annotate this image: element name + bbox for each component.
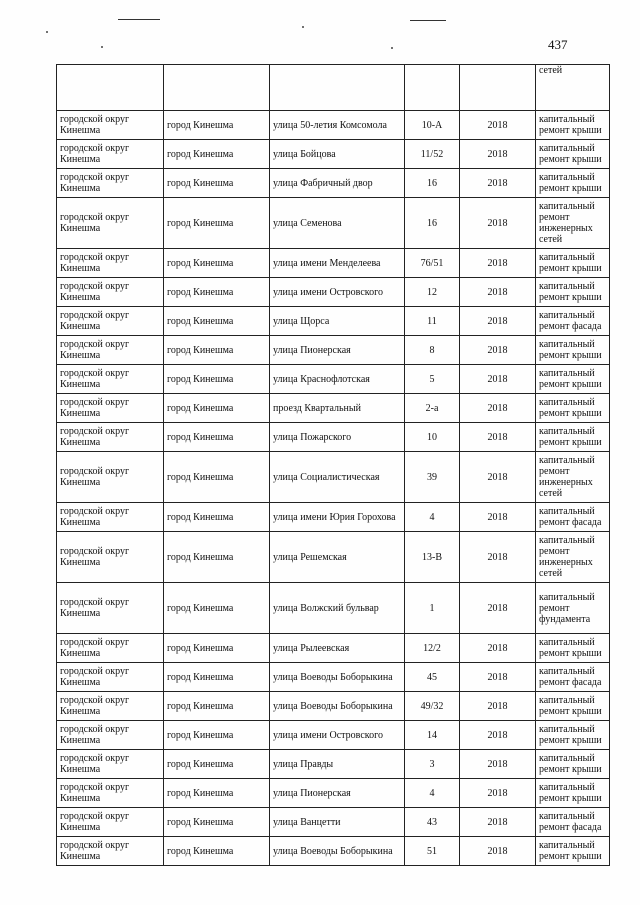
year-cell: 2018 — [460, 307, 536, 336]
continued-row — [57, 65, 610, 111]
work-cell: капитальный ремонт крыши — [536, 278, 610, 307]
street-cell: улица имени Островского — [270, 278, 405, 307]
municipality-cell: городской округ Кинешма — [57, 663, 164, 692]
municipality-cell: городской округ Кинешма — [57, 307, 164, 336]
street-cell: улица Воеводы Боборыкина — [270, 837, 405, 866]
year-cell: 2018 — [460, 452, 536, 503]
house-number-cell: 12/2 — [405, 634, 460, 663]
house-number-cell: 16 — [405, 198, 460, 249]
year-cell: 2018 — [460, 278, 536, 307]
street-cell: улица Правды — [270, 750, 405, 779]
scan-line — [410, 20, 446, 21]
city-cell: город Кинешма — [164, 452, 270, 503]
table-row — [57, 394, 610, 423]
house-number-cell: 11/52 — [405, 140, 460, 169]
table-row — [57, 452, 610, 503]
house-number-cell: 51 — [405, 837, 460, 866]
table-row — [57, 423, 610, 452]
municipality-cell: городской округ Кинешма — [57, 169, 164, 198]
city-cell: город Кинешма — [164, 583, 270, 634]
municipality-cell: городской округ Кинешма — [57, 750, 164, 779]
table-row — [57, 169, 610, 198]
house-number-cell: 39 — [405, 452, 460, 503]
municipality-cell: городской округ Кинешма — [57, 336, 164, 365]
house-number-cell: 43 — [405, 808, 460, 837]
year-cell: 2018 — [460, 532, 536, 583]
table-row — [57, 111, 610, 140]
year-cell: 2018 — [460, 583, 536, 634]
house-number-cell: 16 — [405, 169, 460, 198]
street-cell: улица Волжский бульвар — [270, 583, 405, 634]
house-number-cell: 8 — [405, 336, 460, 365]
city-cell: город Кинешма — [164, 336, 270, 365]
municipality-cell: городской округ Кинешма — [57, 634, 164, 663]
municipality-cell: городской округ Кинешма — [57, 278, 164, 307]
house-number-cell: 11 — [405, 307, 460, 336]
work-cell: капитальный ремонт крыши — [536, 140, 610, 169]
street-cell: улица Рылеевская — [270, 634, 405, 663]
work-cell: капитальный ремонт фундамента — [536, 583, 610, 634]
year-cell: 2018 — [460, 111, 536, 140]
year-cell: 2018 — [460, 692, 536, 721]
municipality-cell: городской округ Кинешма — [57, 779, 164, 808]
table-row — [57, 663, 610, 692]
registry-table — [56, 64, 610, 866]
page-number: 437 — [548, 37, 568, 52]
scan-line — [118, 19, 160, 20]
city-cell: город Кинешма — [164, 249, 270, 278]
work-cell: капитальный ремонт фасада — [536, 663, 610, 692]
house-number-cell: 4 — [405, 779, 460, 808]
city-cell: город Кинешма — [164, 169, 270, 198]
street-cell: улица имени Островского — [270, 721, 405, 750]
city-cell: город Кинешма — [164, 663, 270, 692]
table-row — [57, 750, 610, 779]
table-row — [57, 692, 610, 721]
table-row — [57, 503, 610, 532]
house-number-cell: 1 — [405, 583, 460, 634]
street-cell: улица Решемская — [270, 532, 405, 583]
year-cell: 2018 — [460, 198, 536, 249]
municipality-cell: городской округ Кинешма — [57, 198, 164, 249]
year-cell: 2018 — [460, 249, 536, 278]
municipality-cell: городской округ Кинешма — [57, 532, 164, 583]
work-cell: капитальный ремонт крыши — [536, 721, 610, 750]
work-cell: капитальный ремонт инженерных сетей — [536, 198, 610, 249]
year-cell: 2018 — [460, 634, 536, 663]
house-number-cell: 45 — [405, 663, 460, 692]
street-cell: улица Ванцетти — [270, 808, 405, 837]
house-number-cell: 3 — [405, 750, 460, 779]
house-number-cell: 14 — [405, 721, 460, 750]
street-cell: улица Щорса — [270, 307, 405, 336]
street-cell: улица Социалистическая — [270, 452, 405, 503]
work-cell: капитальный ремонт фасада — [536, 307, 610, 336]
street-cell: улица имени Менделеева — [270, 249, 405, 278]
city-cell: город Кинешма — [164, 503, 270, 532]
municipality-cell: городской округ Кинешма — [57, 452, 164, 503]
city-cell: город Кинешма — [164, 750, 270, 779]
work-cell: капитальный ремонт крыши — [536, 634, 610, 663]
year-cell: 2018 — [460, 663, 536, 692]
city-cell: город Кинешма — [164, 111, 270, 140]
street-cell: улица Краснофлотская — [270, 365, 405, 394]
municipality-cell: городской округ Кинешма — [57, 365, 164, 394]
municipality-cell: городской округ Кинешма — [57, 394, 164, 423]
work-cell: сетей — [536, 65, 610, 111]
work-cell: капитальный ремонт крыши — [536, 169, 610, 198]
work-cell: капитальный ремонт инженерных сетей — [536, 532, 610, 583]
street-cell: улица Воеводы Боборыкина — [270, 663, 405, 692]
year-cell: 2018 — [460, 808, 536, 837]
table-row — [57, 365, 610, 394]
house-number-cell: 4 — [405, 503, 460, 532]
municipality-cell: городской округ Кинешма — [57, 808, 164, 837]
city-cell: город Кинешма — [164, 307, 270, 336]
work-cell: капитальный ремонт крыши — [536, 336, 610, 365]
year-cell: 2018 — [460, 721, 536, 750]
work-cell: капитальный ремонт фасада — [536, 808, 610, 837]
city-cell: город Кинешма — [164, 532, 270, 583]
house-number-cell: 10-А — [405, 111, 460, 140]
table-row — [57, 634, 610, 663]
table-row — [57, 278, 610, 307]
table-row — [57, 336, 610, 365]
year-cell: 2018 — [460, 750, 536, 779]
registry-table-body — [57, 65, 610, 866]
house-number-cell: 5 — [405, 365, 460, 394]
work-cell: капитальный ремонт фасада — [536, 503, 610, 532]
table-row — [57, 532, 610, 583]
municipality-cell: городской округ Кинешма — [57, 837, 164, 866]
scan-speck — [391, 47, 393, 49]
year-cell: 2018 — [460, 169, 536, 198]
table-row — [57, 808, 610, 837]
city-cell: город Кинешма — [164, 394, 270, 423]
municipality-cell: городской округ Кинешма — [57, 503, 164, 532]
scan-speck — [101, 46, 103, 48]
city-cell: город Кинешма — [164, 837, 270, 866]
work-cell: капитальный ремонт крыши — [536, 750, 610, 779]
work-cell: капитальный ремонт крыши — [536, 692, 610, 721]
year-cell: 2018 — [460, 140, 536, 169]
table-row — [57, 249, 610, 278]
house-number-cell: 76/51 — [405, 249, 460, 278]
municipality-cell: городской округ Кинешма — [57, 583, 164, 634]
municipality-cell: городской округ Кинешма — [57, 423, 164, 452]
year-cell: 2018 — [460, 336, 536, 365]
street-cell: проезд Квартальный — [270, 394, 405, 423]
work-cell: капитальный ремонт крыши — [536, 423, 610, 452]
city-cell: город Кинешма — [164, 808, 270, 837]
street-cell: улица Фабричный двор — [270, 169, 405, 198]
table-row — [57, 583, 610, 634]
year-cell: 2018 — [460, 837, 536, 866]
work-cell: капитальный ремонт инженерных сетей — [536, 452, 610, 503]
table-row — [57, 307, 610, 336]
municipality-cell: городской округ Кинешма — [57, 111, 164, 140]
municipality-cell: городской округ Кинешма — [57, 721, 164, 750]
year-cell: 2018 — [460, 503, 536, 532]
city-cell: город Кинешма — [164, 423, 270, 452]
year-cell: 2018 — [460, 423, 536, 452]
city-cell: город Кинешма — [164, 721, 270, 750]
municipality-cell: городской округ Кинешма — [57, 692, 164, 721]
work-cell: капитальный ремонт крыши — [536, 365, 610, 394]
table-row — [57, 779, 610, 808]
city-cell: город Кинешма — [164, 198, 270, 249]
table-row — [57, 198, 610, 249]
work-cell: капитальный ремонт крыши — [536, 837, 610, 866]
street-cell: улица Бойцова — [270, 140, 405, 169]
table-row — [57, 721, 610, 750]
work-cell: капитальный ремонт крыши — [536, 779, 610, 808]
city-cell: город Кинешма — [164, 365, 270, 394]
work-cell: капитальный ремонт крыши — [536, 249, 610, 278]
year-cell: 2018 — [460, 365, 536, 394]
year-cell: 2018 — [460, 779, 536, 808]
house-number-cell: 13-В — [405, 532, 460, 583]
house-number-cell: 10 — [405, 423, 460, 452]
municipality-cell: городской округ Кинешма — [57, 249, 164, 278]
scan-speck — [46, 31, 48, 33]
street-cell: улица Воеводы Боборыкина — [270, 692, 405, 721]
street-cell: улица Пионерская — [270, 336, 405, 365]
street-cell: улица Пионерская — [270, 779, 405, 808]
city-cell: город Кинешма — [164, 779, 270, 808]
scan-speck — [302, 26, 304, 28]
house-number-cell: 49/32 — [405, 692, 460, 721]
street-cell: улица имени Юрия Горохова — [270, 503, 405, 532]
house-number-cell: 2-а — [405, 394, 460, 423]
work-cell: капитальный ремонт крыши — [536, 394, 610, 423]
year-cell: 2018 — [460, 394, 536, 423]
city-cell: город Кинешма — [164, 278, 270, 307]
city-cell: город Кинешма — [164, 634, 270, 663]
table-row — [57, 837, 610, 866]
street-cell: улица Семенова — [270, 198, 405, 249]
city-cell: город Кинешма — [164, 692, 270, 721]
table-row — [57, 140, 610, 169]
municipality-cell: городской округ Кинешма — [57, 140, 164, 169]
house-number-cell: 12 — [405, 278, 460, 307]
street-cell: улица 50-летия Комсомола — [270, 111, 405, 140]
city-cell: город Кинешма — [164, 140, 270, 169]
street-cell: улица Пожарского — [270, 423, 405, 452]
work-cell: капитальный ремонт крыши — [536, 111, 610, 140]
